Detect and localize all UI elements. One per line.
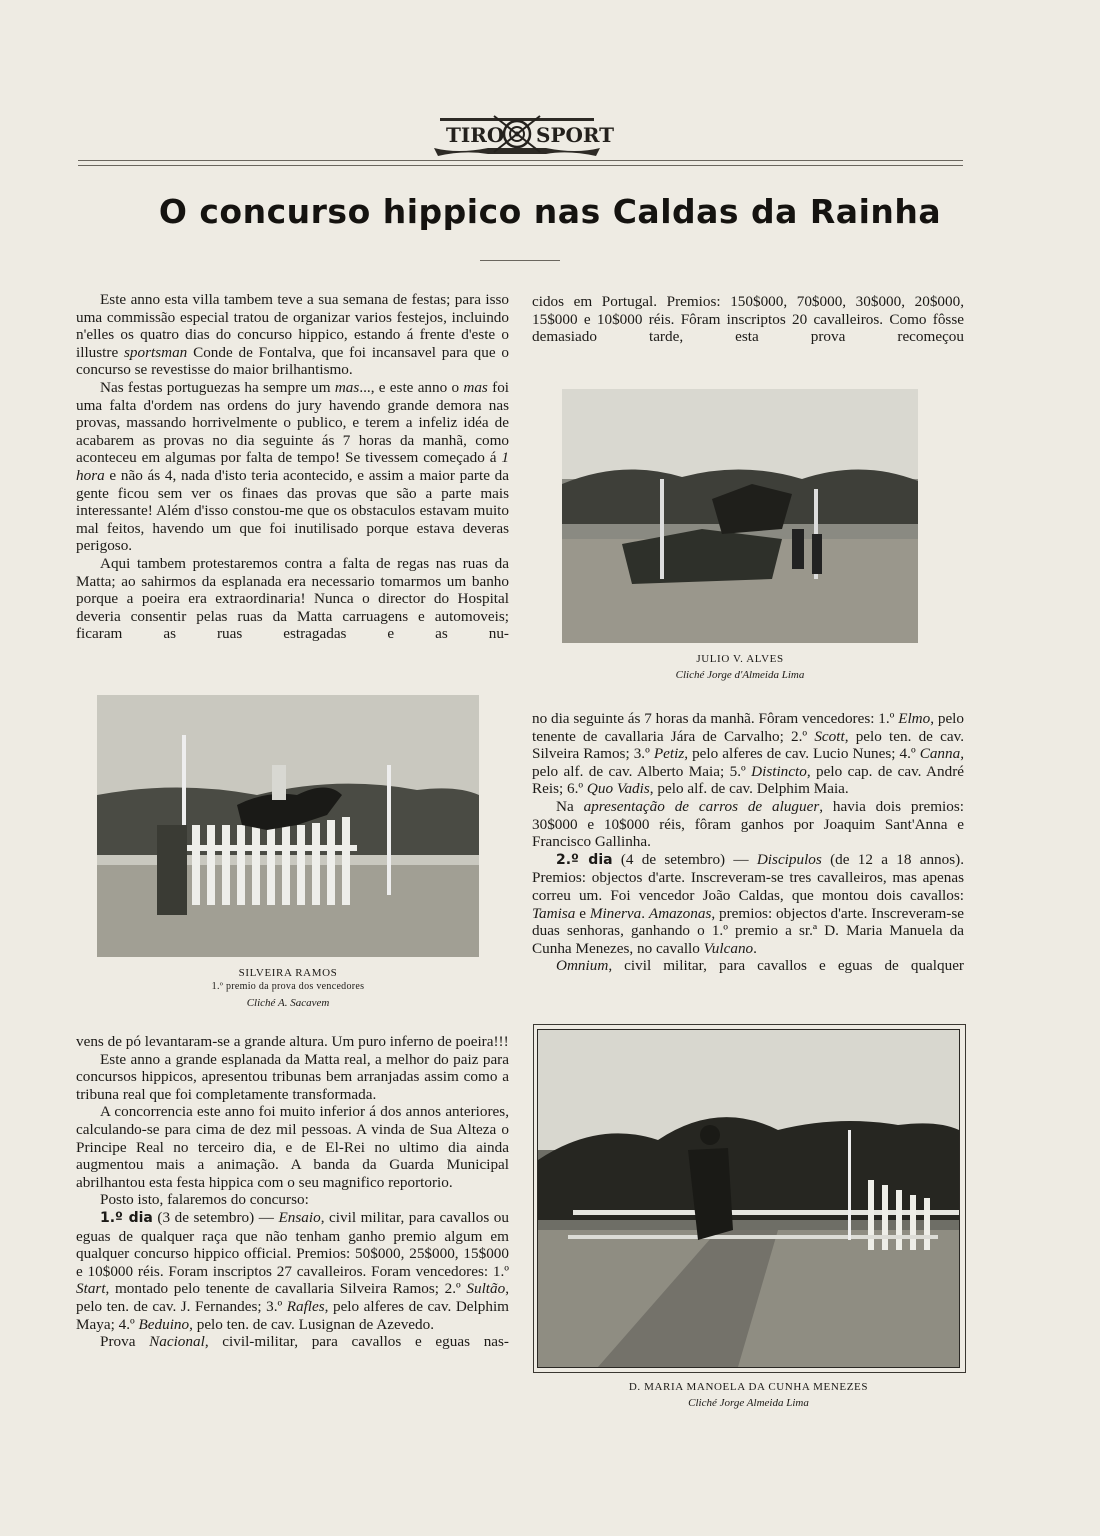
paragraph: Este anno esta villa tambem teve a sua semana de festas; para isso uma commissão especial tratou de organizar varios festejos, incluindo n'elles os quatro dias do concurso hippico, estando á frente d'este o illustre sportsman Conde de Fontalva, que foi incansavel para que o concurso se revestisse do maior brilhantismo. xyxy=(76,291,509,379)
photo-julio-alves xyxy=(562,389,918,643)
photo-caption: SILVEIRA RAMOS xyxy=(238,967,338,979)
paragraph: vens de pó levantaram-se a grande altura. Um puro inferno de poeira!!! xyxy=(76,1033,509,1050)
paragraph: 2.º dia (4 de setembro) — Discipulos (de 12 a 18 annos). Premios: objectos d'arte. Inscreveram-se tres cavalleiros, mas apenas correu um. Foi vencedor João Caldas, que montou dois cavallos: Tamisa e Minerva. Amazonas, premios: objectos d'arte. Inscreveram-se duas senhoras, ganhando o 1.º premio a sr.ª D. Maria Manuela da Cunha Menezes, no cavallo Vulcano. xyxy=(532,850,965,957)
svg-text:TIRO: TIRO xyxy=(446,123,505,147)
paragraph: Prova Nacional, civil-militar, para cavallos e eguas nas- xyxy=(100,1333,509,1351)
paragraph: Aqui tambem protestaremos contra a falta de regas nas ruas da Matta; ao sahirmos da esplanada era necessario tomarmos um banho porque a poeira era extraordinaria! Nunca o director do Hospital deveria consentir pelas ruas da Matta carruagens e automoveis; ficaram as ruas estragadas e as nu- xyxy=(76,554,509,643)
column-left-bottom xyxy=(76,1033,509,1351)
header-rule-top xyxy=(78,160,963,161)
photo-credit: Cliché Jorge d'Almeida Lima xyxy=(675,669,805,681)
photo-caption: JULIO V. ALVES xyxy=(696,653,784,665)
paragraph: Na apresentação de carros de aluguer, havia dois premios: 30$000 e 10$000 réis, fôram ganhos por Joaquim Sant'Anna e Francisco Gallinha. xyxy=(532,797,964,851)
paragraph: Omnium, civil militar, para cavallos e eguas de qualquer xyxy=(556,957,964,975)
column-right-top xyxy=(532,293,964,346)
paragraph: 1.º dia (3 de setembro) — Ensaio, civil militar, para cavallos ou eguas de qualquer raça que não tenham ganho premio algum em qualquer concurso hippico official. Premios: 50$000, 25$000, 15$000 e 10$000 réis. Foram inscriptos 27 cavalleiros. Foram vencedores: 1.º Start, montado pelo tenente de cavallaria Silveira Ramos; 2.º Sultão, pelo ten. de cav. J. Fernandes; 3.º Rafles, pelo alferes de cav. Delphim Maya; 4.º Beduino, pelo ten. de cav. Lusignan de Azevedo. xyxy=(76,1208,509,1333)
paragraph: A concorrencia este anno foi muito inferior á dos annos anteriores, calculando-se para cima de dez mil pessoas. A vinda de Sua Alteza o Principe Real no terceiro dia, e de El-Rei no ultimo dia ainda augmentou mais a animação. A banda da Guarda Municipal abrilhantou esta festa hippica com o seu magnifico reportorio. xyxy=(76,1103,509,1191)
title-divider xyxy=(480,260,560,261)
article-title: O concurso hippico nas Caldas da Rainha xyxy=(158,192,942,231)
masthead-logo xyxy=(428,112,615,158)
paragraph: Posto isto, falaremos do concurso: xyxy=(100,1191,309,1209)
header-rule-bottom xyxy=(78,165,963,166)
svg-text:SPORT: SPORT xyxy=(536,123,615,147)
photo-caption: D. MARIA MANOELA DA CUNHA MENEZES xyxy=(628,1381,869,1393)
paragraph: Nas festas portuguezas ha sempre um mas..., e este anno o mas foi uma falta d'ordem nas ordens do jury havendo grande demora nas provas, massando horrivelmente o publico, e terem a infeliz idéa de acabarem as provas no dia seguinte ás 7 horas da manhã, como aconteceu em algumas por falta de tempo! Se tivessem começado á 1 hora e não ás 4, nada d'isto teria acontecido, e assim a maior parte da gente ficou sem ver os finaes das provas que são a parte mais interessante! Além d'isso constou-me que os obstaculos estavam muito mal feitos, havendo um que foi inutilisado porque estava deveras perigoso. xyxy=(76,378,510,555)
paragraph: Este anno a grande esplanada da Matta real, a melhor do paiz para concursos hippicos, apresentou tribunas bem arranjadas assim como a tribuna real que foi completamente transformada. xyxy=(76,1050,509,1103)
column-right-middle xyxy=(532,710,964,975)
photo-credit: Cliché Jorge Almeida Lima xyxy=(688,1397,809,1409)
paragraph: no dia seguinte ás 7 horas da manhã. Fôram vencedores: 1.º Elmo, pelo tenente de cavallaria Jára de Carvalho; 2.º Scott, pelo ten. de cav. Silveira Ramos; 3.º Petiz, pelo alferes de cav. Lucio Nunes; 4.º Canna, pelo alf. de cav. Alberto Maia; 5.º Distincto, pelo cap. de cav. André Reis; 6.º Quo Vadis, pelo alf. de cav. Delphim Maia. xyxy=(532,710,965,798)
photo-maria-manoela xyxy=(537,1029,960,1368)
column-left-top xyxy=(76,291,509,643)
photo-silveira-ramos xyxy=(97,695,479,957)
photo-credit: Cliché A. Sacavem xyxy=(246,997,330,1009)
paragraph: cidos em Portugal. Premios: 150$000, 70$000, 30$000, 20$000, 15$000 e 10$000 réis. Fôram inscriptos 20 cavalleiros. Como fôsse demasiado tarde, esta prova recomeçou xyxy=(532,293,964,346)
photo-subcaption: 1.º premio da prova dos vencedores xyxy=(211,981,365,992)
